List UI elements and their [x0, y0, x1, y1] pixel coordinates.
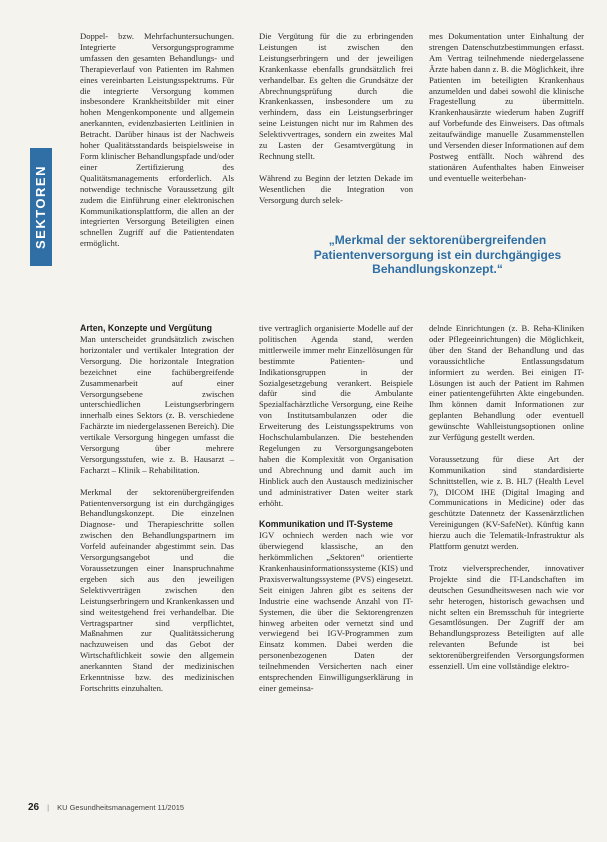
column-1-lower: [80, 323, 234, 694]
pull-quote: „Merkmal der sektorenübergreifenden Patientenversorgung ist ein durchgängiges Behandlungskonzept.“: [313, 233, 562, 276]
publication-name: KU Gesundheitsmanagement 11/2015: [57, 803, 185, 812]
paragraph: IGV ochniech werden nach wie vor überwiegend klassische, an den herkömmlichen „Sektoren“ orientierte Krankenhausinformationssysteme (KIS) und Praxisverwaltungssysteme (PVS) eingesetzt. Seit einigen Jahren gibt es seitens der Industrie eine wachsende Anzahl von IT-Systemen, die über die Sektorengrenzen hinweg arbeiten oder vernetzt sind und verwiegend bei IGV-Programmen zum Einsatz kommen. Dabei werden die personenbezogenen Daten der teilnehmenden Versicherten nach einer entsprechenden Einwilligungserklärung in einer gemeinsa-: [259, 530, 413, 693]
section-tab-label: SEKTOREN: [33, 165, 48, 249]
column-3-upper: [429, 31, 584, 184]
paragraph: Trotz vielversprechender, innovativer Projekte sind die IT-Landschaften im deutschen Gesundheitswesen nach wie vor sehr heterogen, historisch gewachsen und nicht selten ein Bremsschuh für integrierte Gesamtlösungen. Der Zugriff der am Behandlungsprozess Beteiligten auf alle relevanten Befunde ist bei sektorenübergreifenden Versorgungsformen essenziell. Um eine vollständige elektro-: [429, 562, 584, 672]
paragraph: tive vertraglich organisierte Modelle auf der politischen Agenda stand, werden mittlerweile immer mehr Einzellösungen für bestimmte Patienten- und Indikationsgruppen in der Sozialgesetzgebung verankert. Beispiele dafür sind die Ambulante Spezialfachärztliche Versorgung, eine Reihe von Institutsambulanzen oder die Erweiterung des Leistungsspektrums von Hochschulambulanzen. Die bestehenden Regelungen zu Versorgungsangeboten haben die Komplexität von Organisation und Abrechnung und damit auch im Hinblick auch den Austausch medizinischer und administrativer Daten weiter stark erhöht.: [259, 323, 413, 508]
column-2-lower: [259, 323, 413, 694]
paragraph: Während zu Beginn der letzten Dekade im Wesentlichen die Integration von Versorgung durch selek-: [259, 172, 413, 205]
column-2-upper: [259, 31, 413, 205]
paragraph: Man unterscheidet grundsätzlich zwischen horizontaler und vertikaler Integration der Versorgung. Die horizontale Integration bezeichnet eine fachübergreifende Zusammenarbeit auf einer Versorgungsebene zwischen unterschiedlichen Leistungserbringern innerhalb eines Sektors (z. B. verschiedene Fachärzte im niedergelassenen Bereich). Die vertikale Versorgung hingegen umfasst die Versorgung über mehrere Versorgungsstufen, wie z. B. Hausarzt – Facharzt – Klinik – Rehabilitation.: [80, 334, 234, 475]
paragraph: mes Dokumentation unter Einhaltung der strengen Datenschutzbestimmungen erfasst. Am Vertrag teilnehmende niedergelassene Ärzte haben dann z. B. die Möglichkeit, ihre Patienten im beteiligten Krankenhaus anzumelden und dabei sowohl die klinische Fragestellung zu übermitteln. Krankenhausärzte wiederum haben Zugriff auf Vorbefunde des Einweisers. Das oftmals zeitaufwändige manuelle Zusammenstellen und Versenden dieser Informationen auf dem Postweg entfällt. Noch während des stationären Aufenthaltes haben Einweiser und eventuelle weiterbehan-: [429, 31, 584, 183]
footer-separator: |: [47, 803, 50, 812]
paragraph: delnde Einrichtungen (z. B. Reha-Kliniken oder Pflegeeinrichtungen) die Möglichkeit, über den Stand der Behandlung und das voraussichtliche Entlassungsdatum informiert zu werden. Bei einigen IT-Lösungen ist auch der Patient im Rahmen einer patientengeführten Akte eingebunden. Ihm können damit Informationen zur geplanten Behandlung oder eventuell gewünschte Wahlleistungsoptionen online zur Verfügung gestellt werden.: [429, 323, 584, 443]
section-heading: Arten, Konzepte und Vergütung: [80, 323, 212, 333]
section-tab: [30, 148, 52, 266]
page-footer: [28, 802, 184, 813]
paragraph: Doppel- bzw. Mehrfachuntersuchungen. Integrierte Versorgungsprogramme umfassen den gesamten Behandlungs- und Therapieverlauf von Patienten im Rahmen eines vereinbarten Leistungsspektrums. Für die integrierte Versorgung kommen insbesondere Krankheitsbilder mit einer hohen Mengenkomponente und allgemein anerkannten, evidenzbasierten Leitlinien in Betracht. Darüber hinaus ist der Nachweis hoher Qualitätsstandards beispielsweise in Form klinischer Behandlungspfade und/oder einer Zertifizierung des Qualitätsmanagements erforderlich. Als notwendige technische Voraussetzung gilt zudem die Einführung einer elektronischen Kommunikationsplattform, die allen an der integrierten Versorgung Beteiligten einen schnellen Zugriff auf die Patientendaten ermöglicht.: [80, 31, 234, 249]
page-number: 26: [28, 802, 40, 813]
column-1-upper: [80, 31, 234, 249]
section-heading: Kommunikation und IT-Systeme: [259, 519, 393, 530]
paragraph: Voraussetzung für diese Art der Kommunikation sind standardisierte Schnittstellen, wie z. B. HL7 (Health Level 7), DICOM IHE (Digital Imaging and Communications in Medicine) oder das geschützte Datennetz der Kassenärztlichen Vereinigungen (KV-SafeNet). Künftig kann hierzu auch die Telematik-Infrastruktur als Plattform genutzt werden.: [429, 453, 584, 552]
paragraph: Merkmal der sektorenübergreifenden Patientenversorgung ist ein durchgängiges Behandlungskonzept. Die einzelnen Diagnose- und Therapieschritte sollen zwischen den Behandlungspartnern im Vorfeld aufeinander abgestimmt sein. Das Versorgungsangebot und die Voraussetzungen einer Inanspruchnahme ergeben sich aus den jeweiligen Selektivverträgen zwischen den Leistungserbringern und Krankenkassen und sind weitestgehend frei verhandelbar. Die Vertragspartner sind verpflichtet, Maßnahmen zur Qualitätssicherung nachzuweisen und das Gebot der Wirtschaftlichkeit sowie den allgemein anerkannten Stand der medizinischen Erkenntnisse bzw. des medizinischen Fortschritts einzuhalten.: [80, 486, 234, 693]
column-3-lower: [429, 323, 584, 672]
paragraph: Die Vergütung für die zu erbringenden Leistungen ist zwischen den Leistungserbringern und der jeweiligen Krankenkasse ebenfalls grundsätzlich frei verhandelbar. Es gelten die Grundsätze der Abrechnungsprüfung durch die Krankenkassen, insbesondere um zu verhindern, dass ein Leistungserbringer seine Leistungen nicht nur im Rahmen des Selektivvertrages, sondern ein zweites Mal zu Lasten der Gesamtvergütung in Rechnung stellt.: [259, 31, 413, 161]
